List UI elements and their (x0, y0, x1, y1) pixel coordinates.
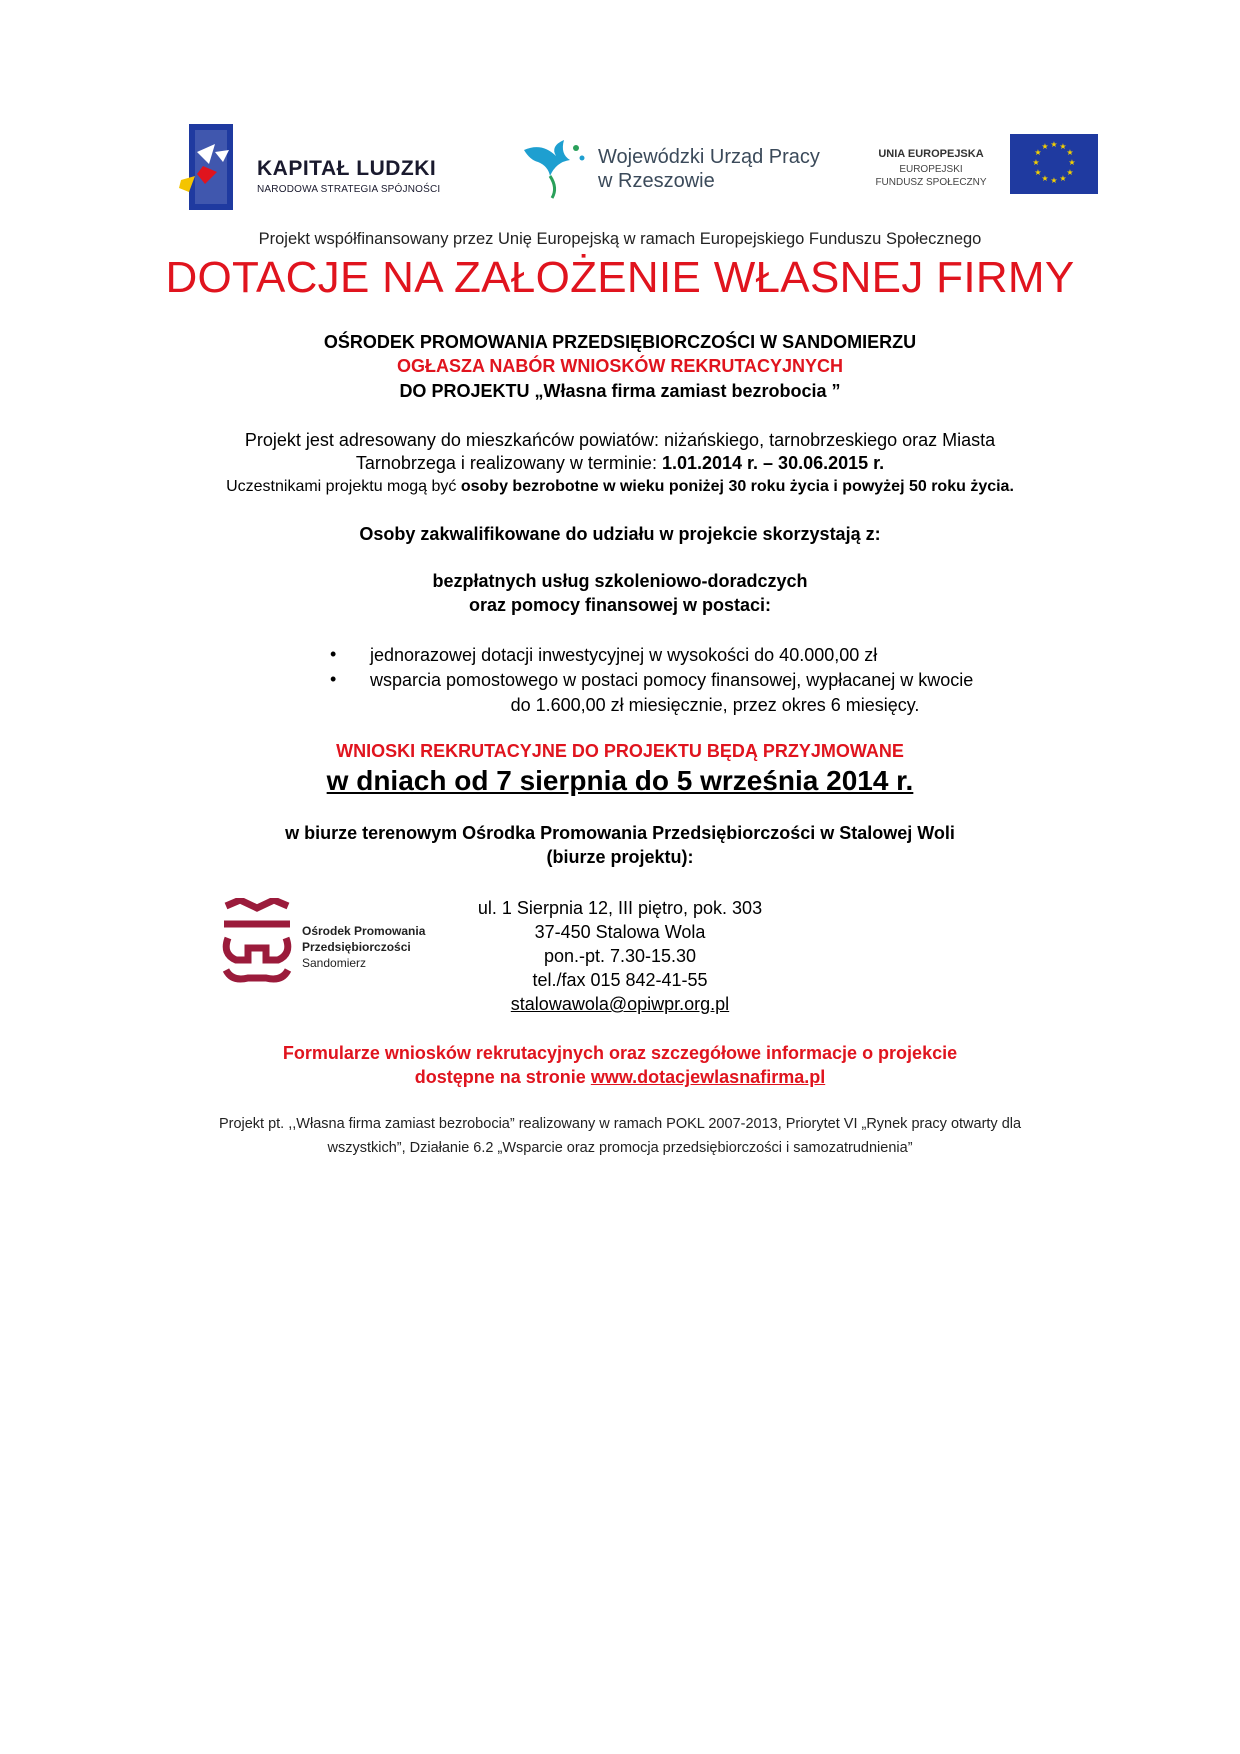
description-line1: Projekt jest adresowany do mieszkańców powiatów: niżańskiego, tarnobrzeskiego oraz Miasta (244, 430, 996, 450)
services-line2: oraz pomocy finansowej w postaci: (468, 595, 772, 615)
office-line2: (biurze projektu): (546, 847, 694, 867)
project-period: 1.01.2014 r. – 30.06.2015 r. (661, 453, 885, 473)
bullet-icon: • (330, 669, 337, 689)
contact-city: 37-450 Stalowa Wola (534, 922, 706, 942)
contact-phone: tel./fax 015 842-41-55 (532, 970, 708, 990)
website-link[interactable]: www.dotacjewlasnafirma.pl (590, 1067, 826, 1087)
svg-text:★: ★ (1041, 142, 1049, 151)
svg-text:★: ★ (1059, 142, 1067, 151)
eu-name-line3: FUNDUSZ SPOŁECZNY (875, 177, 987, 188)
opp-name-line3: Sandomierz (302, 956, 367, 970)
eu-logo (858, 134, 1118, 204)
wup-bird-icon (520, 136, 590, 200)
wup-name-line2: w Rzeszowie (598, 170, 715, 192)
recruitment-heading: WNIOSKI REKRUTACYJNE DO PROJEKTU BĘDĄ PRZYJMOWANE (336, 741, 904, 761)
svg-text:★: ★ (1068, 158, 1076, 167)
footer-line2: wszystkich”, Działanie 6.2 „Wsparcie oraz promocja przedsiębiorczości i samozatrudnienia” (327, 1140, 913, 1156)
kapital-ludzki-logo (175, 122, 465, 214)
wup-name-line1: Wojewódzki Urząd Pracy (598, 146, 820, 168)
contact-street: ul. 1 Sierpnia 12, III piętro, pok. 303 (477, 898, 763, 918)
description-line3 (0, 478, 1240, 496)
svg-text:★: ★ (1041, 174, 1049, 183)
bullet-item-grant: jednorazowej dotacji inwestycyjnej w wysokości do 40.000,00 zł (370, 645, 878, 665)
forms-info-line2 (0, 1067, 1240, 1088)
cofinancing-note: Projekt współfinansowany przez Unię Europejską w ramach Europejskiego Funduszu Społecznego (258, 230, 982, 248)
contact-hours: pon.-pt. 7.30-15.30 (543, 946, 697, 966)
logo-row (0, 118, 1240, 218)
benefits-heading: Osoby zakwalifikowane do udziału w projekcie skorzystają z: (359, 524, 881, 544)
organization-name: OŚRODEK PROMOWANIA PRZEDSIĘBIORCZOŚCI W SANDOMIERZU (323, 332, 917, 352)
bullet-icon: • (330, 644, 337, 664)
description-line2 (0, 453, 1240, 474)
kapital-ludzki-title: KAPITAŁ LUDZKI (257, 157, 437, 180)
contact-email-link[interactable]: stalowawola@opiwpr.org.pl (510, 994, 730, 1014)
recruitment-dates: w dniach od 7 sierpnia do 5 września 2014 r. (326, 765, 914, 796)
svg-text:★: ★ (1050, 140, 1058, 149)
opp-name-line2: Przedsiębiorczości (302, 940, 411, 954)
bullet-item-bridge-support: wsparcia pomostowego w postaci pomocy finansowej, wypłacanej w kwocie (370, 670, 974, 690)
services-line1: bezpłatnych usług szkoleniowo-doradczych (432, 571, 808, 591)
participants-criteria: osoby bezrobotne w wieku poniżej 30 roku życia i powyżej 50 roku życia. (460, 478, 1014, 495)
project-name: DO PROJEKTU „Własna firma zamiast bezrobocia ” (399, 381, 841, 401)
page-title: DOTACJE NA ZAŁOŻENIE WŁASNEJ FIRMY (165, 253, 1075, 302)
opp-emblem-icon (218, 898, 296, 984)
svg-text:★: ★ (1034, 168, 1042, 177)
footer-line1: Projekt pt. ,,Własna firma zamiast bezrobocia” realizowany w ramach POKL 2007-2013, Priorytet VI „Rynek pracy otwarty dla (218, 1116, 1022, 1132)
forms-info-line1: Formularze wniosków rekrutacyjnych oraz szczegółowe informacje o projekcie (282, 1043, 958, 1063)
eu-name-line2: EUROPEJSKI (899, 164, 963, 175)
description-line3-prefix: Uczestnikami projektu mogą być (226, 478, 461, 495)
svg-text:★: ★ (1059, 174, 1067, 183)
svg-text:★: ★ (1032, 158, 1040, 167)
kapital-ludzki-subtitle: NARODOWA STRATEGIA SPÓJNOŚCI (257, 184, 441, 195)
kapital-ludzki-emblem-icon (175, 122, 247, 214)
wup-logo (520, 136, 820, 206)
opp-name-line1: Ośrodek Promowania (302, 924, 426, 938)
svg-text:★: ★ (1066, 148, 1074, 157)
eu-name-line1: UNIA EUROPEJSKA (878, 148, 984, 160)
announcement: OGŁASZA NABÓR WNIOSKÓW REKRUTACYJNYCH (397, 356, 843, 376)
svg-text:★: ★ (1050, 176, 1058, 185)
forms-info-prefix: dostępne na stronie (414, 1067, 591, 1087)
svg-text:★: ★ (1034, 148, 1042, 157)
eu-flag-icon (1010, 134, 1098, 194)
svg-text:★: ★ (1066, 168, 1074, 177)
bullet-item-bridge-support-continuation: do 1.600,00 zł miesięcznie, przez okres 6 miesięcy. (510, 695, 920, 715)
description-line2-prefix: Tarnobrzega i realizowany w terminie: (355, 453, 662, 473)
office-line1: w biurze terenowym Ośrodka Promowania Przedsiębiorczości w Stalowej Woli (285, 823, 955, 843)
